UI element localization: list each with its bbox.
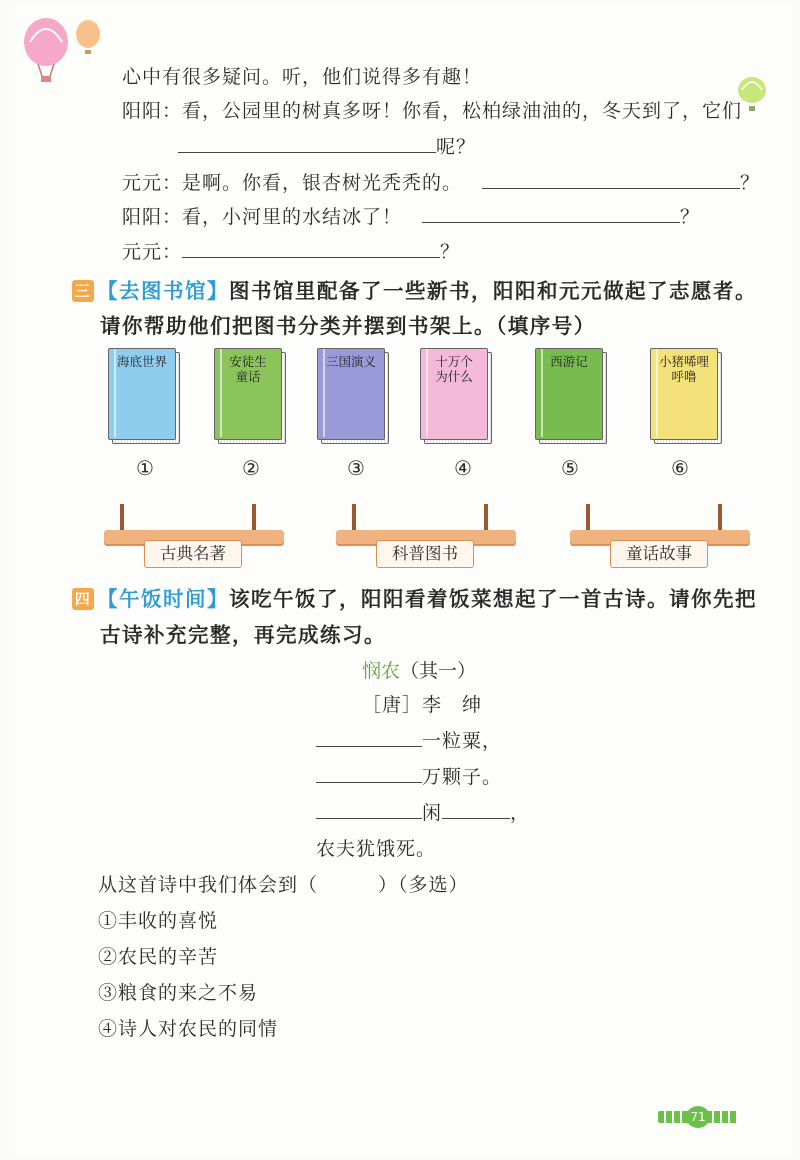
poem-title <box>362 656 476 683</box>
section-tag: 【午饭时间】 <box>97 587 229 611</box>
dialogue-line-end: ？ <box>740 172 761 194</box>
poem-name: 悯农 <box>362 660 401 682</box>
book-number: ⑤ <box>561 456 579 480</box>
dialogue-line: 阳阳：看，公园里的树真多呀！你看，松柏绿油油的，冬天到了，它们 <box>122 100 743 122</box>
dialogue-text: 阳阳：看，小河里的水结冰了！ <box>122 206 403 228</box>
poem-line <box>316 726 502 753</box>
bookshelf[interactable] <box>336 504 516 574</box>
poem-text: ， <box>510 802 531 824</box>
question-stem: 从这首诗中我们体会到（ ）（多选） <box>98 874 469 896</box>
poem-blank[interactable] <box>316 800 422 819</box>
dialogue-text: 元元：是啊。你看，银杏树光秃秃的。 <box>122 172 463 194</box>
option[interactable]: ④诗人对农民的同情 <box>98 1018 279 1040</box>
page-number-text: 71 <box>686 1106 710 1128</box>
shelf-label: 童话故事 <box>610 540 708 568</box>
book-number: ① <box>136 456 154 480</box>
book-number: ② <box>242 456 260 480</box>
dialogue-line: 心中有很多疑问。听，他们说得多有趣！ <box>122 66 483 88</box>
dialogue-line <box>122 202 700 229</box>
book-number: ③ <box>347 456 365 480</box>
book-number: ④ <box>454 456 472 480</box>
answer-blank[interactable] <box>482 170 740 189</box>
book <box>650 348 722 444</box>
dialogue-line-end: ？ <box>440 241 461 263</box>
option[interactable]: ②农民的辛苦 <box>98 946 219 968</box>
dialogue-line <box>122 168 760 195</box>
book <box>317 348 389 444</box>
bookshelf[interactable] <box>570 504 750 574</box>
answer-line <box>178 132 476 159</box>
section-tag: 【去图书馆】 <box>97 279 229 303</box>
section-text: 该吃午饭了，阳阳看着饭菜想起了一首古诗。请你先把 <box>229 587 757 611</box>
shelf-label: 古典名著 <box>144 540 242 568</box>
poem-blank[interactable] <box>316 764 422 783</box>
poem-blank[interactable] <box>316 728 422 747</box>
book <box>214 348 286 444</box>
dialogue-line-end: ？ <box>680 206 701 228</box>
poem-line: 农夫犹饿死。 <box>316 838 437 860</box>
section-text: 图书馆里配备了一些新书，阳阳和元元做起了志愿者。 <box>229 279 757 303</box>
option[interactable]: ①丰收的喜悦 <box>98 910 219 932</box>
dialogue-line-end: 呢？ <box>436 136 477 158</box>
book-title: 十万个 为什么 <box>435 354 473 384</box>
book-title: 三国演义 <box>325 354 376 369</box>
answer-blank[interactable] <box>422 204 680 223</box>
bookshelf[interactable] <box>104 504 284 574</box>
book-title: 小猪唏哩 呼噜 <box>658 354 709 384</box>
book-number: ⑥ <box>671 456 689 480</box>
book <box>420 348 492 444</box>
book <box>108 348 180 444</box>
poem-author: ［唐］李 绅 <box>362 694 483 716</box>
hot-air-balloon-icon <box>16 16 106 86</box>
book-title: 安徒生 童话 <box>229 354 267 384</box>
section-4-instruction: 古诗补充完整，再完成练习。 <box>100 623 386 647</box>
section-3-instruction: 请你帮助他们把图书分类并摆到书架上。（填序号） <box>100 314 596 338</box>
answer-blank[interactable] <box>178 134 436 153</box>
poem-text: 一粒粟， <box>422 730 503 752</box>
dialogue-text: 元元： <box>122 241 183 263</box>
option[interactable]: ③粮食的来之不易 <box>98 982 259 1004</box>
poem-line <box>316 798 530 825</box>
section-badge: 四 <box>72 588 94 610</box>
dialogue-line <box>122 237 460 264</box>
book-title: 西游记 <box>550 354 588 369</box>
section-3-heading <box>72 274 757 304</box>
poem-blank[interactable] <box>442 800 510 819</box>
section-badge: 三 <box>72 280 94 302</box>
book <box>535 348 607 444</box>
page-number <box>658 1106 738 1128</box>
poem-text: 万颗子。 <box>422 766 503 788</box>
answer-blank[interactable] <box>182 239 440 258</box>
poem-text: 闲 <box>422 802 443 824</box>
poem-subtitle: （其一） <box>400 660 477 682</box>
section-4-heading <box>72 582 757 612</box>
book-title: 海底世界 <box>116 354 167 369</box>
poem-line <box>316 762 502 789</box>
shelf-label: 科普图书 <box>376 540 474 568</box>
